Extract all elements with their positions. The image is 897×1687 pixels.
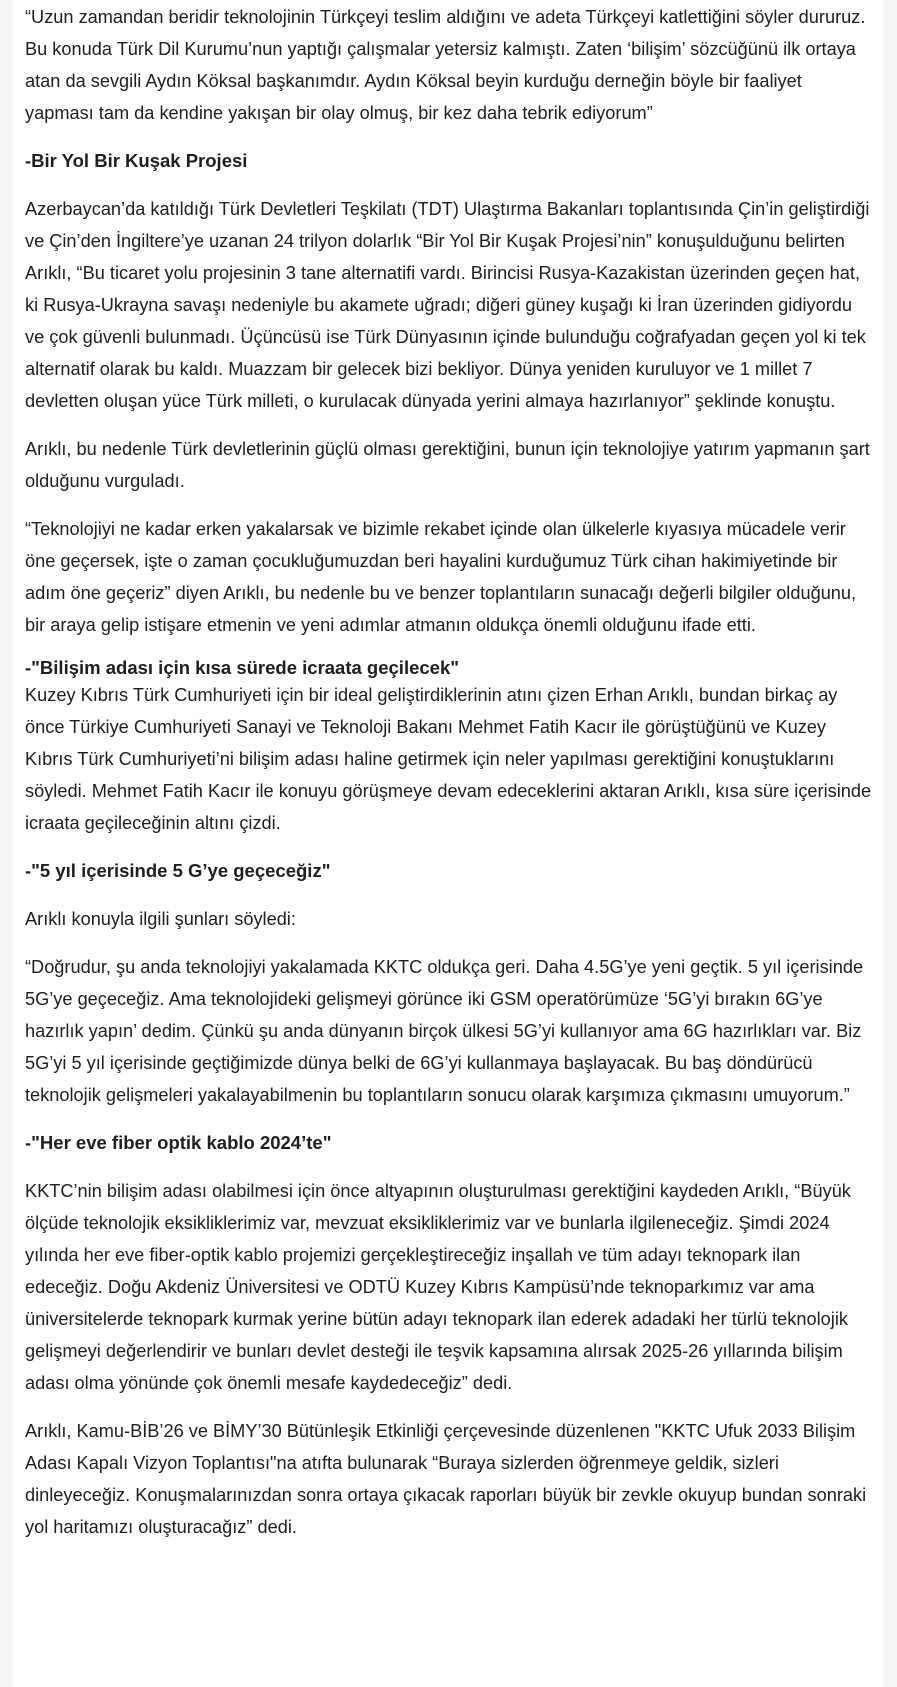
paragraph-belt-road: Azerbaycan’da katıldığı Türk Devletleri Teşkilatı (TDT) Ulaştırma Bakanları toplantısında Çin’in geliştirdiği ve Çin’den İngiltere’ye uzanan 24 trilyon dolarlık “Bir Yol Bir Kuşak Projesi’nin” konuşulduğunu belirten Arıklı, “Bu ticaret yolu projesinin 3 tane alternatifi vardı. Birincisi Rusya-Kazakistan üzerinden geçen hat, ki Rusya-Ukrayna savaşı nedeniyle bu akamete uğradı; diğeri güney kuşağı ki İran üzerinden gidiyordu ve çok güvenli bulunmadı. Üçüncüsü ise Türk Dünyasının içinde bulunduğu coğrafyadan geçen yol ki tek alternatif olarak bu kaldı. Muazzam bir gelecek bizi bekliyor. Dünya yeniden kuruluyor ve 1 millet 7 devletten oluşan yüce Türk milleti, o kurulacak dünyada yerini almaya hazırlanıyor” şeklinde konuştu. (25, 199, 870, 411)
paragraph-technology-race: “Teknolojiyi ne kadar erken yakalarsak ve bizimle rekabet içinde olan ülkelerle kıyasıya mücadele verir öne geçersek, işte o zaman çocukluğumuzdan beri hayalini kurduğumuz Türk cihan hakimiyetinde bir adım öne geçeriz” diyen Arıklı, bu nedenle bu ve benzer toplantıların sunacağı değerli bilgiler olduğunu, bir araya gelip istişare etmenin ve yeni adımlar atmanın oldukça önemli olduğunu ifade etti. (25, 519, 857, 635)
paragraph-fiber-optic: KKTC’nin bilişim adası olabilmesi için önce altyapının oluşturulması gerektiğini kaydeden Arıklı, “Büyük ölçüde teknolojik eksikliklerimiz var, mevzuat eksikliklerimiz var ve bunlarla ilgileneceğiz. Şimdi 2024 yılında her eve fiber-optik kablo projemizi gerçekleştireceğiz inşallah ve tüm adayı teknopark ilan edeceğiz. Doğu Akdeniz Üniversitesi ve ODTÜ Kuzey Kıbrıs Kampüsü’nde teknoparkımız var ama üniversitelerde teknopark kurmak yerine bütün adayı teknopark ilan ederek adadaki her türlü teknolojik gelişmeyi değerlendirir ve bunları devlet desteği ile teşvik kapsamına alırsak 2025-26 yıllarında bilişim adası olma yönünde çok önemli mesafe kaydedeceğiz” dedi. (25, 1181, 851, 1393)
paragraph-5g-quote: “Doğrudur, şu anda teknolojiyi yakalamada KKTC oldukça geri. Daha 4.5G’ye yeni geçtik. 5 yıl içerisinde 5G’ye geçeceğiz. Ama teknolojideki gelişmeyi görünce iki GSM operatörümüze ‘5G’yi bırakın 6G’ye hazırlık yapın’ dedim. Çünkü şu anda dünyanın birçok ülkesi 5G’yi kullanıyor ama 6G hazırlıkları var. Biz 5G’yi 5 yıl içerisinde geçtiğimizde dünya belki de 6G’yi kullanmaya başlayacak. Bu baş döndürücü teknolojik gelişmeleri yakalayabilmenin bu toplantıların sonucu olarak karşımıza çıkmasını umuyorum.” (25, 957, 864, 1105)
paragraph-vision-meeting: Arıklı, Kamu-BİB’26 ve BİMY’30 Bütünleşik Etkinliği çerçevesinde düzenlenen "KKTC Ufuk 2033 Bilişim Adası Kapalı Vizyon Toplantısı"na atıfta bulunarak “Buraya sizlerden öğrenmeye geldik, sizleri dinleyeceğiz. Konuşmalarınızdan sonra ortaya çıkacak raporları büyük bir zevkle okuyup bundan sonraki yol haritamızı oluşturacağız” dedi. (25, 1421, 867, 1537)
paragraph-strong-states: Arıklı, bu nedenle Türk devletlerinin güçlü olması gerektiğini, bunun için teknolojiye yatırım yapmanın şart olduğunu vurguladı. (25, 439, 870, 491)
heading-5g: -"5 yıl içerisinde 5 G’ye geçeceğiz" (25, 860, 331, 881)
heading-belt-road: -Bir Yol Bir Kuşak Projesi (25, 150, 248, 171)
paragraph-it-island: Kuzey Kıbrıs Türk Cumhuriyeti için bir ideal geliştirdiklerinin atını çizen Erhan Arıklı, bundan birkaç ay önce Türkiye Cumhuriyeti Sanayi ve Teknoloji Bakanı Mehmet Fatih Kacır ile görüştüğünü ve Kuzey Kıbrıs Türk Cumhuriyeti’ni bilişim adası haline getirmek için neler yapılması gerektiğini konuştuklarını söyledi. Mehmet Fatih Kacır ile konuyu görüşmeye devam edeceklerini aktaran Arıklı, kısa süre içerisinde icraata geçileceğinin altını çizdi. (25, 685, 872, 833)
article-page (13, 0, 883, 1687)
heading-it-island: -"Bilişim adası için kısa sürede icraata geçilecek" (25, 657, 460, 678)
paragraph-quote-turkish-language: “Uzun zamandan beridir teknolojinin Türkçeyi teslim aldığını ve adeta Türkçeyi katlettiğini söyler dururuz. Bu konuda Türk Dil Kurumu’nun yaptığı çalışmalar yetersiz kalmıştı. Zaten ‘bilişim’ sözcüğünü ilk ortaya atan da sevgili Aydın Köksal başkanımdır. Aydın Köksal beyin kurduğu derneğin böyle bir faaliyet yapması tam da kendine yakışan bir olay olmuş, bir kez daha tebrik ediyorum” (25, 7, 866, 123)
paragraph-5g-intro: Arıklı konuyla ilgili şunları söyledi: (25, 909, 296, 929)
article-body (25, 0, 875, 1543)
heading-fiber-optic: -"Her eve fiber optik kablo 2024’te" (25, 1132, 332, 1153)
